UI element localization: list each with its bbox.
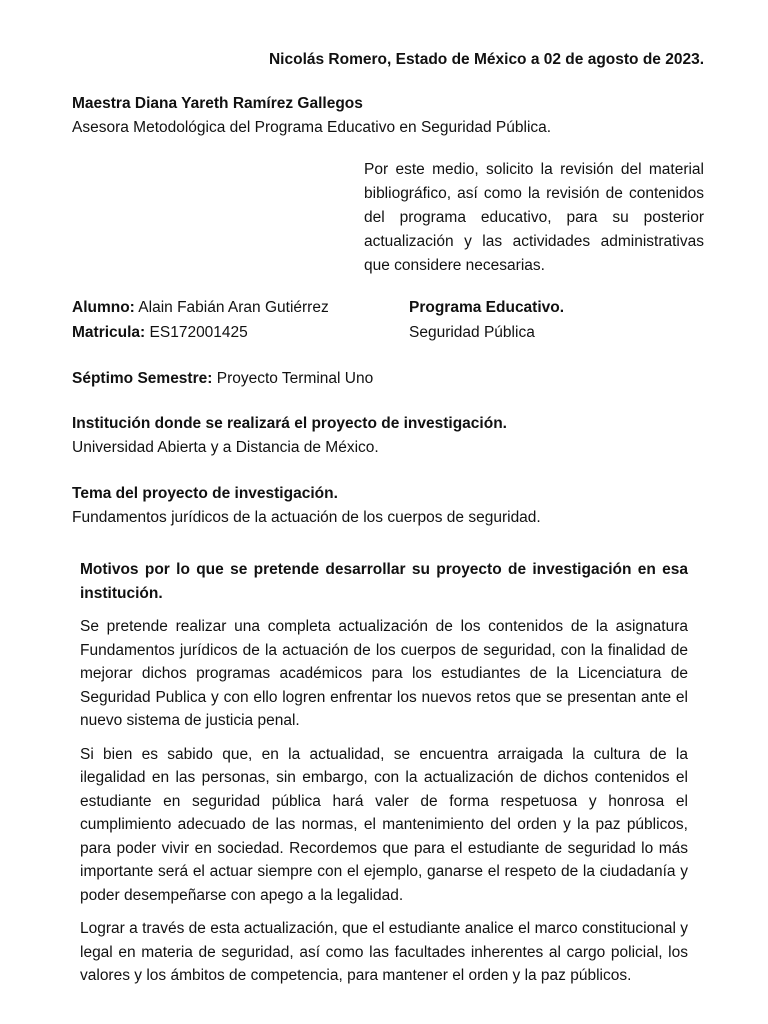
motives-section <box>80 558 688 998</box>
semester-label: Séptimo Semestre: <box>72 370 213 387</box>
motives-paragraph-1: Se pretende realizar una completa actualización de los contenidos de la asignatura Fundamentos jurídicos de la actuación de los cuerpos de seguridad, con la finalidad de mejorar dichos programas académicos para los estudiantes de la Licenciatura de Seguridad Publica y con ello logren enfrentar los nuevos retos que se presentan ante el nuevo sistema de justicia penal. <box>80 618 688 729</box>
motives-paragraph-3: Lograr a través de esta actualización, que el estudiante analice el marco constitucional y legal en materia de seguridad, así como las facultades inherentes al cargo policial, los valores y los ámbitos de competencia, para mantener el orden y la paz públicos. <box>80 920 688 984</box>
motives-heading: Motivos por lo que se pretende desarrollar su proyecto de investigación en esa institución. <box>80 561 688 602</box>
date-line: Nicolás Romero, Estado de México a 02 de agosto de 2023. <box>268 51 704 68</box>
recipient-block <box>72 92 712 140</box>
topic-block <box>72 482 712 530</box>
program-info <box>409 295 709 345</box>
semester-line <box>72 367 712 391</box>
alumno-value: Alain Fabián Aran Gutiérrez <box>134 299 329 316</box>
request-paragraph: Por este medio, solicito la revisión del material bibliográfico, así como la revisión de contenidos del programa educativo, para su posterior actualización y las actividades administrativas que considere necesarias. <box>364 161 704 274</box>
institution-label: Institución donde se realizará el proyecto de investigación. <box>72 415 507 432</box>
semester-value: Proyecto Terminal Uno <box>212 370 374 387</box>
topic-label: Tema del proyecto de investigación. <box>72 485 338 502</box>
program-value: Seguridad Pública <box>409 324 535 341</box>
student-info <box>72 295 392 345</box>
matricula-line <box>72 320 392 345</box>
recipient-name: Maestra Diana Yareth Ramírez Gallegos <box>72 95 363 112</box>
alumno-label: Alumno: <box>72 299 135 316</box>
topic-value: Fundamentos jurídicos de la actuación de los cuerpos de seguridad. <box>72 509 541 526</box>
motives-paragraph-2: Si bien es sabido que, en la actualidad, se encuentra arraigada la cultura de la ilegalidad en las personas, sin embargo, con la actualización de dichos contenidos el estudiante en seguridad pública hará valer de forma respetuosa y honrosa el cumplimiento adecuado de las normas, el mantenimiento del orden y la paz públicos, para poder vivir en sociedad. Recordemos que para el estudiante de seguridad lo más importante será el actuar siempre con el ejemplo, ganarse el respeto de la ciudadanía y poder desempeñarse con apego a la legalidad. <box>80 745 688 904</box>
institution-value: Universidad Abierta y a Distancia de México. <box>72 439 379 456</box>
alumno-line <box>72 295 392 320</box>
matricula-value: ES172001425 <box>145 324 248 341</box>
program-label: Programa Educativo. <box>409 299 565 316</box>
institution-block <box>72 412 712 460</box>
matricula-label: Matricula: <box>72 324 146 341</box>
recipient-role: Asesora Metodológica del Programa Educativo en Seguridad Pública. <box>72 119 552 136</box>
